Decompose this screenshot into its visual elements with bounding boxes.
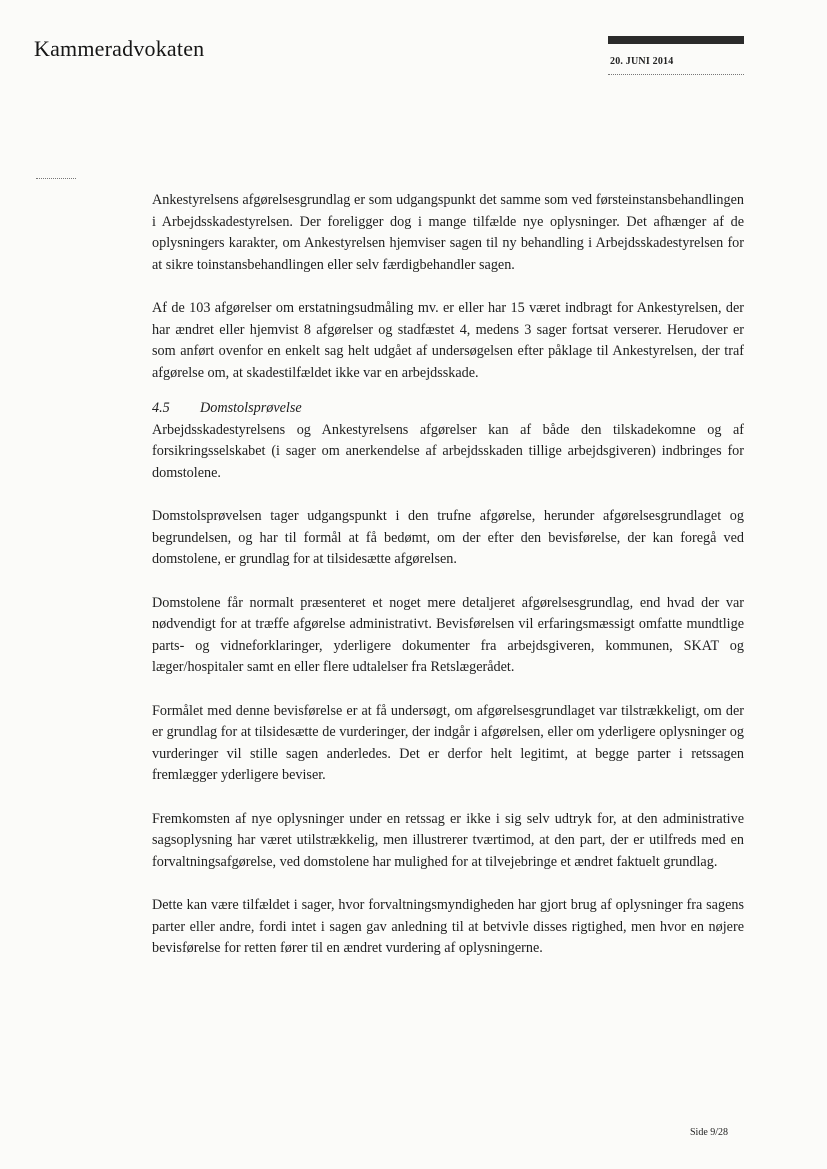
paragraph-7: Fremkomsten af nye oplysninger under en retssag er ikke i sig selv udtryk for, at den administrative sagsoplysning har været utilstrækkelig, men illustrerer tværtimod, at den part, der er utilfreds med en forvaltningsafgørelse, ved domstolene har mulighed for at tilvejebringe et ændret faktuelt grundlag. [152, 810, 744, 870]
document-date: 20. JUNI 2014 [610, 56, 674, 67]
paragraph-4: Domstolsprøvelsen tager udgangspunkt i den trufne afgørelse, herunder afgørelsesgrundlaget og begrundelsen, og har til formål at få bedømt, om der efter den bevisførelse, der kan foregå ved domstolene, er grundlag for at tilsidesætte afgørelsen. [152, 508, 744, 567]
document-body [152, 190, 744, 960]
section-title: Domstolsprøvelse [200, 400, 302, 416]
paragraph-6: Formålet med denne bevisførelse er at få undersøgt, om afgørelsesgrundlaget var tilstrækkeligt, om der er grundlag for at tilsidesætte de vurderinger, der indgår i afgørelsen, eller om yderligere oplysninger og vurderinger vil stille sagen anderledes. Det er derfor helt legitimt, at begge parter i retssagen fremlægger yderligere beviser. [152, 702, 744, 783]
margin-divider [36, 178, 76, 179]
section-heading [152, 398, 744, 420]
page-number: Side 9/28 [690, 1127, 729, 1138]
paragraph-2: Af de 103 afgørelser om erstatningsudmåling mv. er eller har 15 været indbragt for Ankestyrelsen, der har ændret eller hjemvist 8 afgørelser og stadfæstet 4, medens 3 sager fortsat verserer. Herudover er som anført ovenfor en enkelt sag helt udgået af undersøgelsen efter påklage til Ankestyrelsen, der traf afgørelse om, at skadestilfældet ikke var en arbejdsskade. [152, 300, 744, 381]
date-divider [608, 74, 744, 75]
paragraph-5: Domstolene får normalt præsenteret et noget mere detaljeret afgørelsesgrundlag, end hvad der var nødvendigt for at træffe afgørelse administrativt. Bevisførelsen vil erfaringsmæssigt omfatte mundtlige parts- og vidneforklaringer, yderligere dokumenter fra arbejdsgiveren, kommunen, SKAT og læger/hospitaler samt en eller flere udtalelser fra Retslægerådet. [152, 594, 744, 675]
paragraph-1: Ankestyrelsens afgørelsesgrundlag er som udgangspunkt det samme som ved førsteinstansbehandlingen i Arbejdsskadestyrelsen. Der foreligger dog i mange tilfælde nye oplysninger. Det afhænger af de oplysningers karakter, om Ankestyrelsen hjemviser sagen til ny behandling i Arbejdsskadestyrelsen for at sikre toinstansbehandlingen eller selv færdigbehandler sagen. [152, 192, 744, 273]
paragraph-8: Dette kan være tilfældet i sager, hvor forvaltningsmyndigheden har gjort brug af oplysninger fra sagens parter eller andre, fordi intet i sagen gav anledning til at betvivle disses rigtighed, men hvor en nøjere bevisførelse for retten fører til en ændret vurdering af oplysningerne. [152, 897, 744, 956]
header-bar [608, 36, 744, 44]
section-number: 4.5 [152, 400, 170, 416]
brand-title: Kammeradvokaten [34, 36, 205, 61]
paragraph-3: Arbejdsskadestyrelsens og Ankestyrelsens afgørelser kan af både den tilskadekomne og af forsikringsselskabet (i sager om anerkendelse af arbejdsskaden tillige arbejdsgiveren) indbringes for domstolene. [152, 421, 744, 481]
